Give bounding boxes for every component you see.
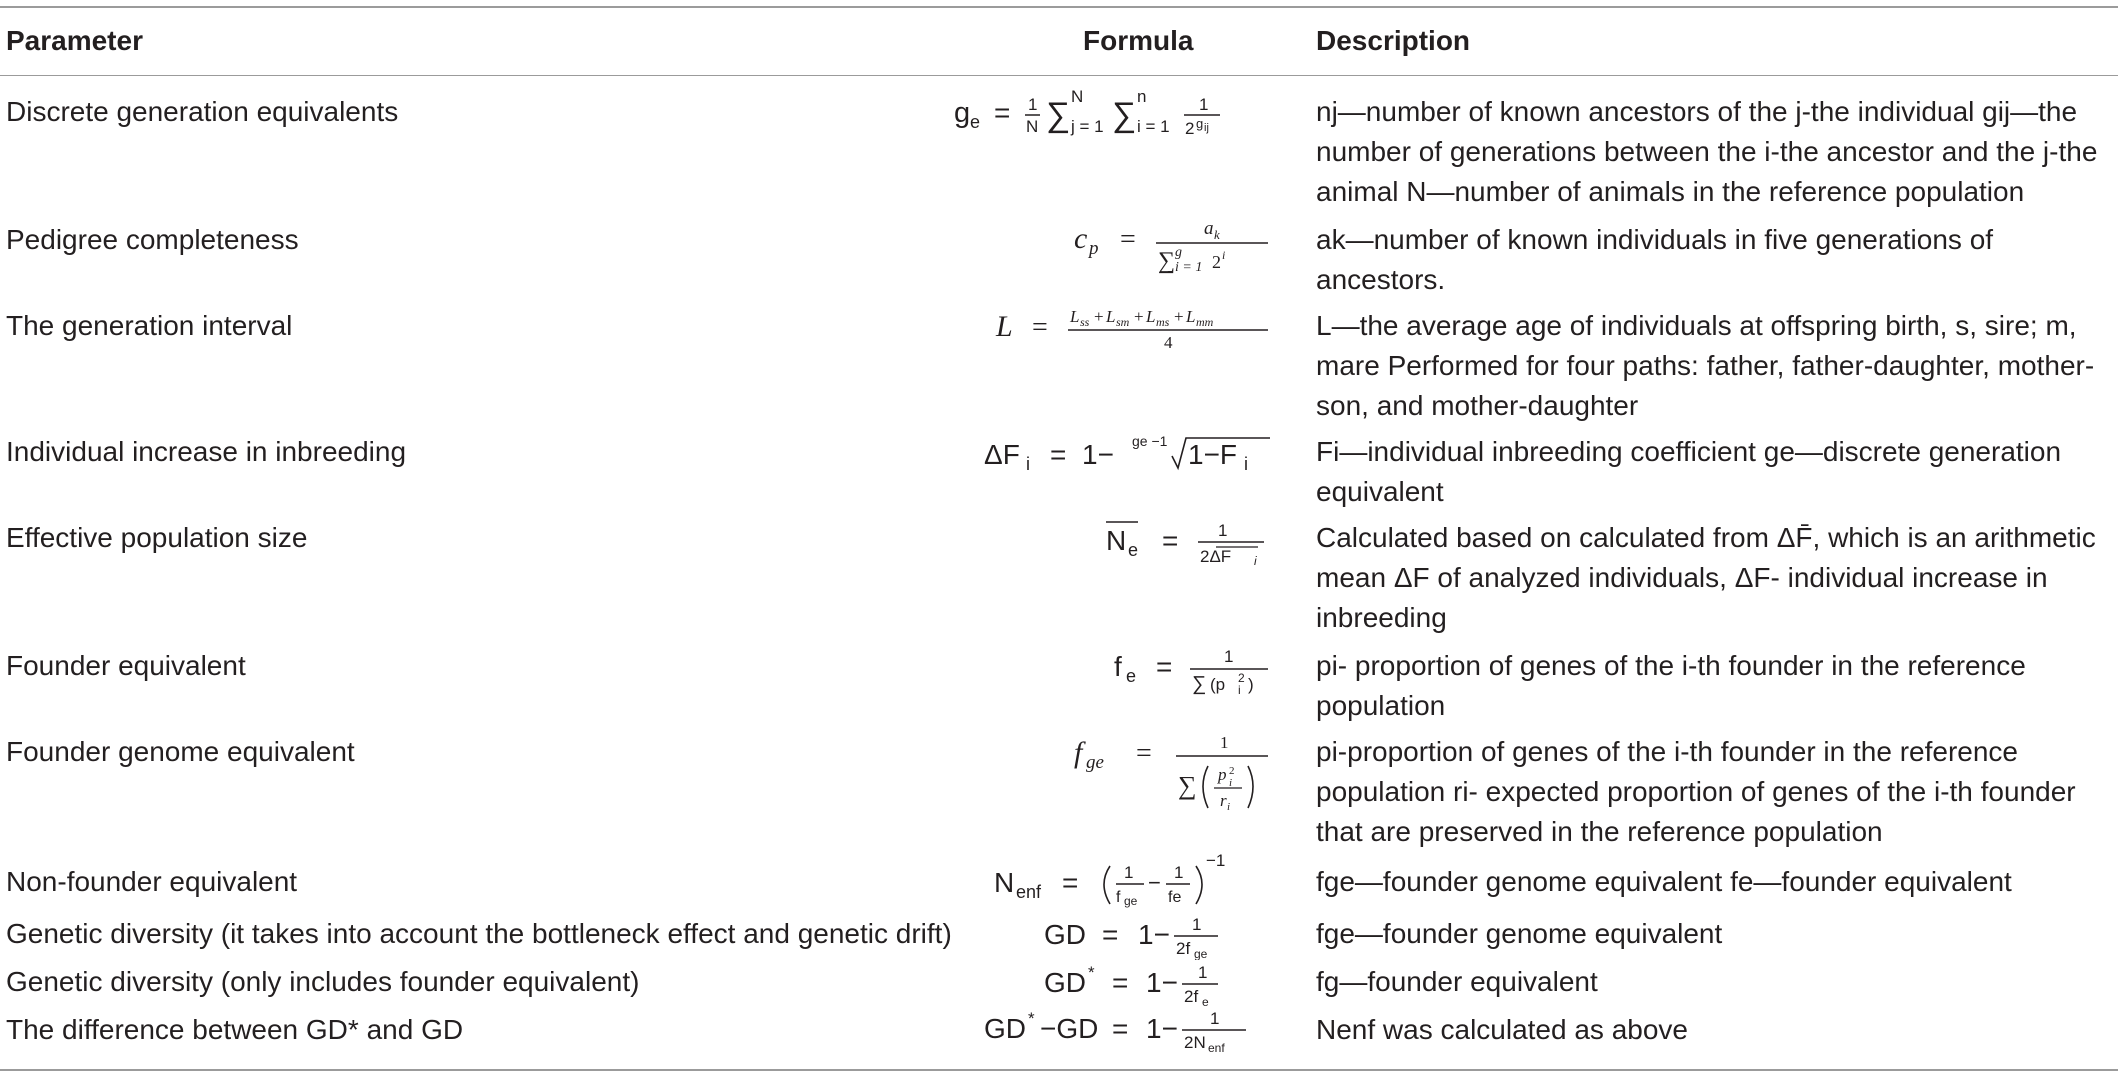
svg-text:−1: −1 bbox=[1206, 851, 1226, 870]
svg-text:+: + bbox=[1134, 307, 1144, 326]
formula-graphic bbox=[952, 86, 1272, 142]
svg-text:1: 1 bbox=[1028, 95, 1038, 114]
svg-text:ge: ge bbox=[1194, 947, 1208, 960]
formula-graphic bbox=[992, 846, 1272, 908]
svg-text:L: L bbox=[1070, 307, 1080, 326]
formula-cell bbox=[1072, 214, 1272, 274]
description-cell: pi-proportion of genes of the i-th founder in the reference population ri- expected proportion of genes of the i-th founder that are preserved in the reference population bbox=[1316, 736, 2076, 847]
formula-cell bbox=[992, 846, 1272, 908]
svg-text:+: + bbox=[1094, 307, 1104, 326]
top-rule bbox=[0, 6, 2118, 8]
parameter-cell: Effective population size bbox=[6, 522, 308, 553]
svg-text:L: L bbox=[1146, 307, 1156, 326]
svg-text:L: L bbox=[1186, 307, 1196, 326]
svg-text:1−: 1− bbox=[1138, 919, 1170, 950]
svg-text:1: 1 bbox=[1224, 647, 1234, 666]
parameter-cell: Founder equivalent bbox=[6, 650, 246, 681]
formula-graphic bbox=[982, 1004, 1272, 1056]
svg-text:2: 2 bbox=[1212, 252, 1221, 272]
svg-text:2: 2 bbox=[1238, 671, 1245, 685]
svg-text:1−F: 1−F bbox=[1188, 439, 1238, 470]
svg-text:∑: ∑ bbox=[1192, 673, 1207, 695]
svg-text:i: i bbox=[1229, 777, 1233, 789]
formula-graphic bbox=[1112, 640, 1272, 696]
formula-cell bbox=[1072, 726, 1272, 818]
header-parameter: Parameter bbox=[6, 25, 143, 56]
formula-graphic bbox=[1072, 214, 1272, 274]
svg-text:i = 1: i = 1 bbox=[1137, 117, 1170, 136]
svg-text:1: 1 bbox=[1198, 963, 1208, 982]
parameter-cell: The difference between GD* and GD bbox=[6, 1014, 464, 1045]
svg-text:=: = bbox=[1062, 867, 1079, 898]
svg-text:−GD: −GD bbox=[1040, 1013, 1099, 1044]
svg-text:L: L bbox=[1106, 307, 1116, 326]
svg-text:=: = bbox=[1136, 738, 1152, 769]
svg-text:sm: sm bbox=[1116, 315, 1130, 329]
svg-text:−: − bbox=[1148, 870, 1161, 895]
svg-text:(p: (p bbox=[1210, 675, 1226, 694]
svg-text:1: 1 bbox=[1210, 1009, 1220, 1028]
svg-text:): ) bbox=[1248, 675, 1254, 694]
svg-text:fe: fe bbox=[1168, 889, 1182, 906]
svg-text:*: * bbox=[1028, 1009, 1035, 1028]
svg-text:ij: ij bbox=[1204, 122, 1209, 134]
svg-text:1: 1 bbox=[1199, 95, 1209, 114]
svg-text:GD: GD bbox=[984, 1013, 1026, 1044]
svg-text:2f: 2f bbox=[1176, 939, 1191, 958]
svg-text:c: c bbox=[1074, 222, 1088, 255]
svg-text:i: i bbox=[1254, 554, 1257, 566]
svg-text:=: = bbox=[1120, 224, 1136, 255]
formula-graphic bbox=[1072, 726, 1272, 818]
svg-text:f: f bbox=[1114, 651, 1122, 682]
svg-text:ge: ge bbox=[1086, 752, 1104, 773]
formula-cell bbox=[1042, 910, 1272, 960]
formula-graphic bbox=[982, 426, 1272, 478]
svg-text:1−: 1− bbox=[1082, 439, 1114, 470]
parameter-cell: Individual increase in inbreeding bbox=[6, 436, 407, 467]
svg-text:i: i bbox=[1227, 801, 1231, 813]
svg-text:GD: GD bbox=[1044, 967, 1086, 998]
svg-text:2: 2 bbox=[1229, 765, 1235, 777]
parameter-cell: Genetic diversity (only includes founder equivalent) bbox=[6, 966, 640, 997]
svg-text:=: = bbox=[1050, 439, 1067, 470]
svg-text:ΔF: ΔF bbox=[984, 439, 1020, 470]
svg-text:*: * bbox=[1088, 963, 1095, 982]
svg-text:enf: enf bbox=[1016, 882, 1042, 902]
formula-cell bbox=[982, 1004, 1272, 1056]
svg-text:mm: mm bbox=[1196, 315, 1214, 329]
svg-text:=: = bbox=[1112, 967, 1129, 998]
bottom-rule bbox=[0, 1069, 2118, 1071]
svg-text:p: p bbox=[1089, 238, 1099, 259]
svg-text:2N: 2N bbox=[1184, 1033, 1206, 1052]
parameter-cell: Discrete generation equivalents bbox=[6, 96, 399, 127]
svg-text:ss: ss bbox=[1080, 315, 1090, 329]
svg-text:ms: ms bbox=[1156, 315, 1170, 329]
svg-text:=: = bbox=[1032, 312, 1048, 343]
formula-cell bbox=[1102, 514, 1272, 566]
svg-text:r: r bbox=[1220, 791, 1227, 810]
svg-text:g: g bbox=[1196, 116, 1204, 131]
description-cell: L—the average age of individuals at offspring birth, s, sire; m, mare Performed for four paths: father, father-daughter, mother-son, and mother-daughter bbox=[1316, 310, 2095, 421]
svg-text:ge −1: ge −1 bbox=[1132, 433, 1168, 449]
formula-cell bbox=[1112, 640, 1272, 696]
description-cell: fge—founder genome equivalent bbox=[1316, 918, 1723, 949]
svg-text:k: k bbox=[1214, 227, 1220, 242]
description-cell: nj—number of known ancestors of the j-the individual gij—the number of generations between the i-the ancestor and the j-the animal N—number of animals in the reference population bbox=[1316, 96, 2098, 207]
svg-text:enf: enf bbox=[1208, 1041, 1225, 1055]
formula-graphic bbox=[992, 302, 1272, 354]
svg-text:L: L bbox=[996, 310, 1013, 343]
svg-text:e: e bbox=[1202, 995, 1209, 1008]
svg-text:e: e bbox=[970, 112, 981, 132]
svg-text:2f: 2f bbox=[1184, 987, 1199, 1006]
svg-text:=: = bbox=[1112, 1013, 1129, 1044]
svg-text:1: 1 bbox=[1192, 915, 1202, 934]
svg-text:g: g bbox=[1175, 245, 1182, 260]
formula-cell bbox=[992, 302, 1272, 354]
description-cell: fge—founder genome equivalent fe—founder equivalent bbox=[1316, 866, 2012, 897]
header-description: Description bbox=[1316, 25, 1471, 56]
svg-text:i: i bbox=[1238, 683, 1241, 696]
svg-text:a: a bbox=[1204, 218, 1214, 239]
header-formula: Formula bbox=[1083, 25, 1194, 56]
svg-text:1: 1 bbox=[1174, 863, 1184, 882]
parameter-cell: Founder genome equivalent bbox=[6, 736, 355, 767]
svg-text:N: N bbox=[1026, 117, 1039, 136]
svg-text:g: g bbox=[954, 97, 971, 129]
formula-graphic bbox=[1042, 958, 1272, 1008]
svg-text:∑: ∑ bbox=[1046, 96, 1071, 134]
svg-text:i: i bbox=[1222, 248, 1226, 262]
parameter-cell: Non-founder equivalent bbox=[6, 866, 298, 897]
svg-text:∑: ∑ bbox=[1158, 248, 1176, 274]
parameter-cell: Pedigree completeness bbox=[6, 224, 299, 255]
svg-text:p: p bbox=[1218, 765, 1227, 784]
svg-text:2: 2 bbox=[1185, 119, 1195, 138]
svg-text:ge: ge bbox=[1124, 894, 1138, 908]
formula-cell bbox=[952, 86, 1272, 142]
formula-graphic bbox=[1042, 910, 1272, 960]
svg-text:1−: 1− bbox=[1146, 967, 1178, 998]
svg-text:N: N bbox=[994, 867, 1015, 898]
parameter-cell: The generation interval bbox=[6, 310, 293, 341]
formula-graphic bbox=[1102, 514, 1272, 566]
svg-text:1: 1 bbox=[1220, 733, 1229, 752]
svg-text:1: 1 bbox=[1124, 863, 1134, 882]
svg-text:e: e bbox=[1128, 540, 1139, 560]
svg-text:∑: ∑ bbox=[1112, 96, 1137, 134]
svg-text:f: f bbox=[1116, 889, 1121, 906]
svg-text:1−: 1− bbox=[1146, 1013, 1178, 1044]
svg-text:j = 1: j = 1 bbox=[1071, 117, 1104, 136]
svg-text:1: 1 bbox=[1218, 521, 1228, 540]
svg-text:=: = bbox=[994, 97, 1011, 128]
svg-text:GD: GD bbox=[1044, 919, 1086, 950]
svg-text:+: + bbox=[1174, 307, 1184, 326]
formula-cell bbox=[982, 426, 1272, 478]
formula-cell bbox=[1042, 958, 1272, 1008]
header-rule bbox=[0, 75, 2118, 76]
description-cell: Calculated based on calculated from ΔF̄, which is an arithmetic mean ΔF of analyzed individuals, ΔF- individual increase in inbreeding bbox=[1316, 522, 2096, 633]
svg-text:N: N bbox=[1106, 525, 1127, 556]
description-cell: Fi—individual inbreeding coefficient ge—discrete generation equivalent bbox=[1316, 436, 2062, 507]
svg-text:4: 4 bbox=[1164, 333, 1173, 352]
svg-text:=: = bbox=[1162, 525, 1179, 556]
svg-text:∑: ∑ bbox=[1178, 771, 1197, 800]
description-cell: ak—number of known individuals in five generations of ancestors. bbox=[1316, 224, 1994, 295]
svg-text:=: = bbox=[1102, 919, 1119, 950]
svg-text:e: e bbox=[1126, 666, 1137, 686]
description-cell: pi- proportion of genes of the i-th founder in the reference population bbox=[1316, 650, 2026, 721]
svg-text:=: = bbox=[1156, 651, 1173, 682]
description-cell: Nenf was calculated as above bbox=[1316, 1014, 1688, 1045]
svg-text:i = 1: i = 1 bbox=[1175, 260, 1203, 274]
parameter-cell: Genetic diversity (it takes into account the bottleneck effect and genetic drift) bbox=[6, 918, 952, 949]
svg-text:f: f bbox=[1074, 736, 1083, 769]
svg-text:i: i bbox=[1244, 454, 1248, 474]
svg-text:N: N bbox=[1071, 87, 1084, 106]
svg-text:2ΔF: 2ΔF bbox=[1200, 547, 1232, 566]
description-cell: fg—founder equivalent bbox=[1316, 966, 1598, 997]
svg-text:n: n bbox=[1137, 87, 1147, 106]
svg-text:i: i bbox=[1026, 454, 1030, 474]
